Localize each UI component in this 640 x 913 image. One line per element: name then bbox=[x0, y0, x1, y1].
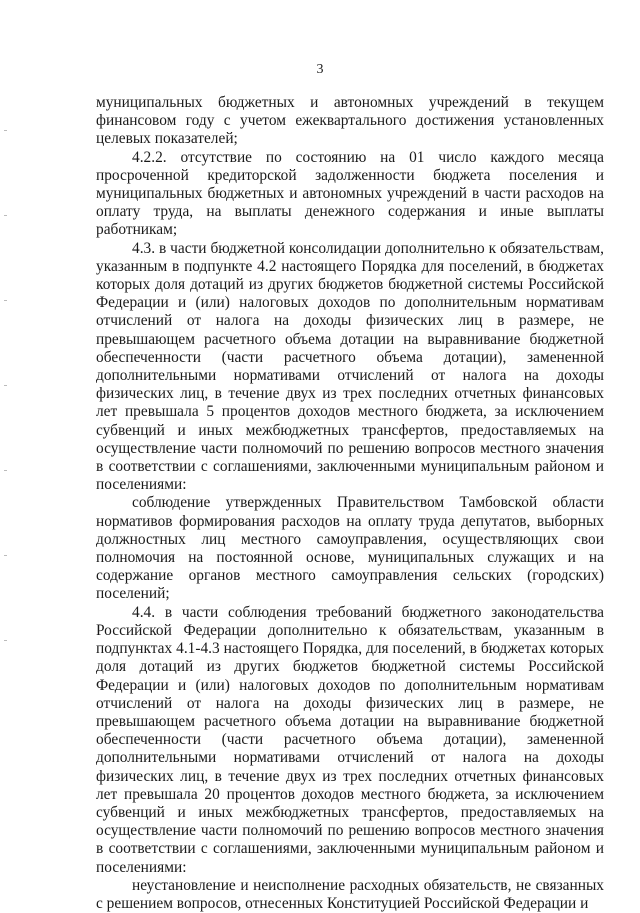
margin-mark bbox=[4, 555, 7, 556]
page-number: 3 bbox=[316, 62, 324, 77]
paragraph-4-4: 4.4. в части соблюдения требований бюджетного законодательства Российской Федерации дополнительно к обязательствам, указанным в подпунктах 4.1-4.3 настоящего Порядка, для поселений, в бюджетах которых доля дотаций из других бюджетов бюджетной системы Российской Федерации и (или) налоговых доходов по дополнительным нормативам отчислений от налога на доходы физических лиц в размере, не превышающем расчетного объема дотации на выравнивание бюджетной обеспеченности (части расчетного объема дотации), замененной дополнительными нормативами отчислений от налога на доходы физических лиц, в течение двух из трех последних отчетных финансовых лет превышала 20 процентов доходов местного бюджета, за исключением субвенций и иных межбюджетных трансфертов, предоставляемых на осуществление части полномочий по решению вопросов местного значения в соответствии с соглашениями, заключенными муниципальным районом и поселениями: bbox=[96, 603, 604, 876]
margin-mark bbox=[4, 385, 7, 386]
margin-mark bbox=[4, 640, 7, 641]
paragraph-salary-norms: соблюдение утвержденных Правительством Тамбовской области нормативов формирования расходов на оплату труда депутатов, выборных должностных лиц местного самоуправления, осуществляющих свои полномочия на постоянной основе, муниципальных служащих и на содержание органов местного самоуправления сельских (городских) поселений; bbox=[96, 494, 604, 603]
paragraph-4-3: 4.3. в части бюджетной консолидации дополнительно к обязательствам, указанным в подпункте 4.2 настоящего Порядка для поселений, в бюджетах которых доля дотаций из других бюджетов бюджетной системы Российской Федерации и (или) налоговых доходов по дополнительным нормативам отчислений от налога на доходы физических лиц в размере, не превышающем расчетного объема дотации на выравнивание бюджетной обеспеченности (части расчетного объема дотации), замененной дополнительными нормативами отчислений от налога на доходы физических лиц, в течение двух из трех последних отчетных финансовых лет превышала 5 процентов доходов местного бюджета, за исключением субвенций и иных межбюджетных трансфертов, предоставляемых на осуществление части полномочий по решению вопросов местного значения в соответствии с соглашениями, заключенными муниципальным районом и поселениями: bbox=[96, 239, 604, 494]
paragraph-continuation: муниципальных бюджетных и автономных учреждений в текущем финансовом году с учетом ежеквартального достижения установленных целевых показателей; bbox=[96, 94, 604, 148]
scan-margin-marks bbox=[4, 120, 10, 720]
paragraph-4-2-2: 4.2.2. отсутствие по состоянию на 01 число каждого месяца просроченной кредиторской задолженности бюджета поселения и муниципальных бюджетных и автономных учреждений в части расходов на оплату труда, на выплаты денежного содержания и иные выплаты работникам; bbox=[96, 148, 604, 239]
margin-mark bbox=[4, 470, 7, 471]
document-body bbox=[96, 94, 604, 913]
margin-mark bbox=[4, 215, 7, 216]
margin-mark bbox=[4, 300, 7, 301]
margin-mark bbox=[4, 130, 7, 131]
paragraph-obligations: неустановление и неисполнение расходных обязательств, не связанных с решением вопросов, отнесенных Конституцией Российской Федерации и bbox=[96, 876, 604, 912]
